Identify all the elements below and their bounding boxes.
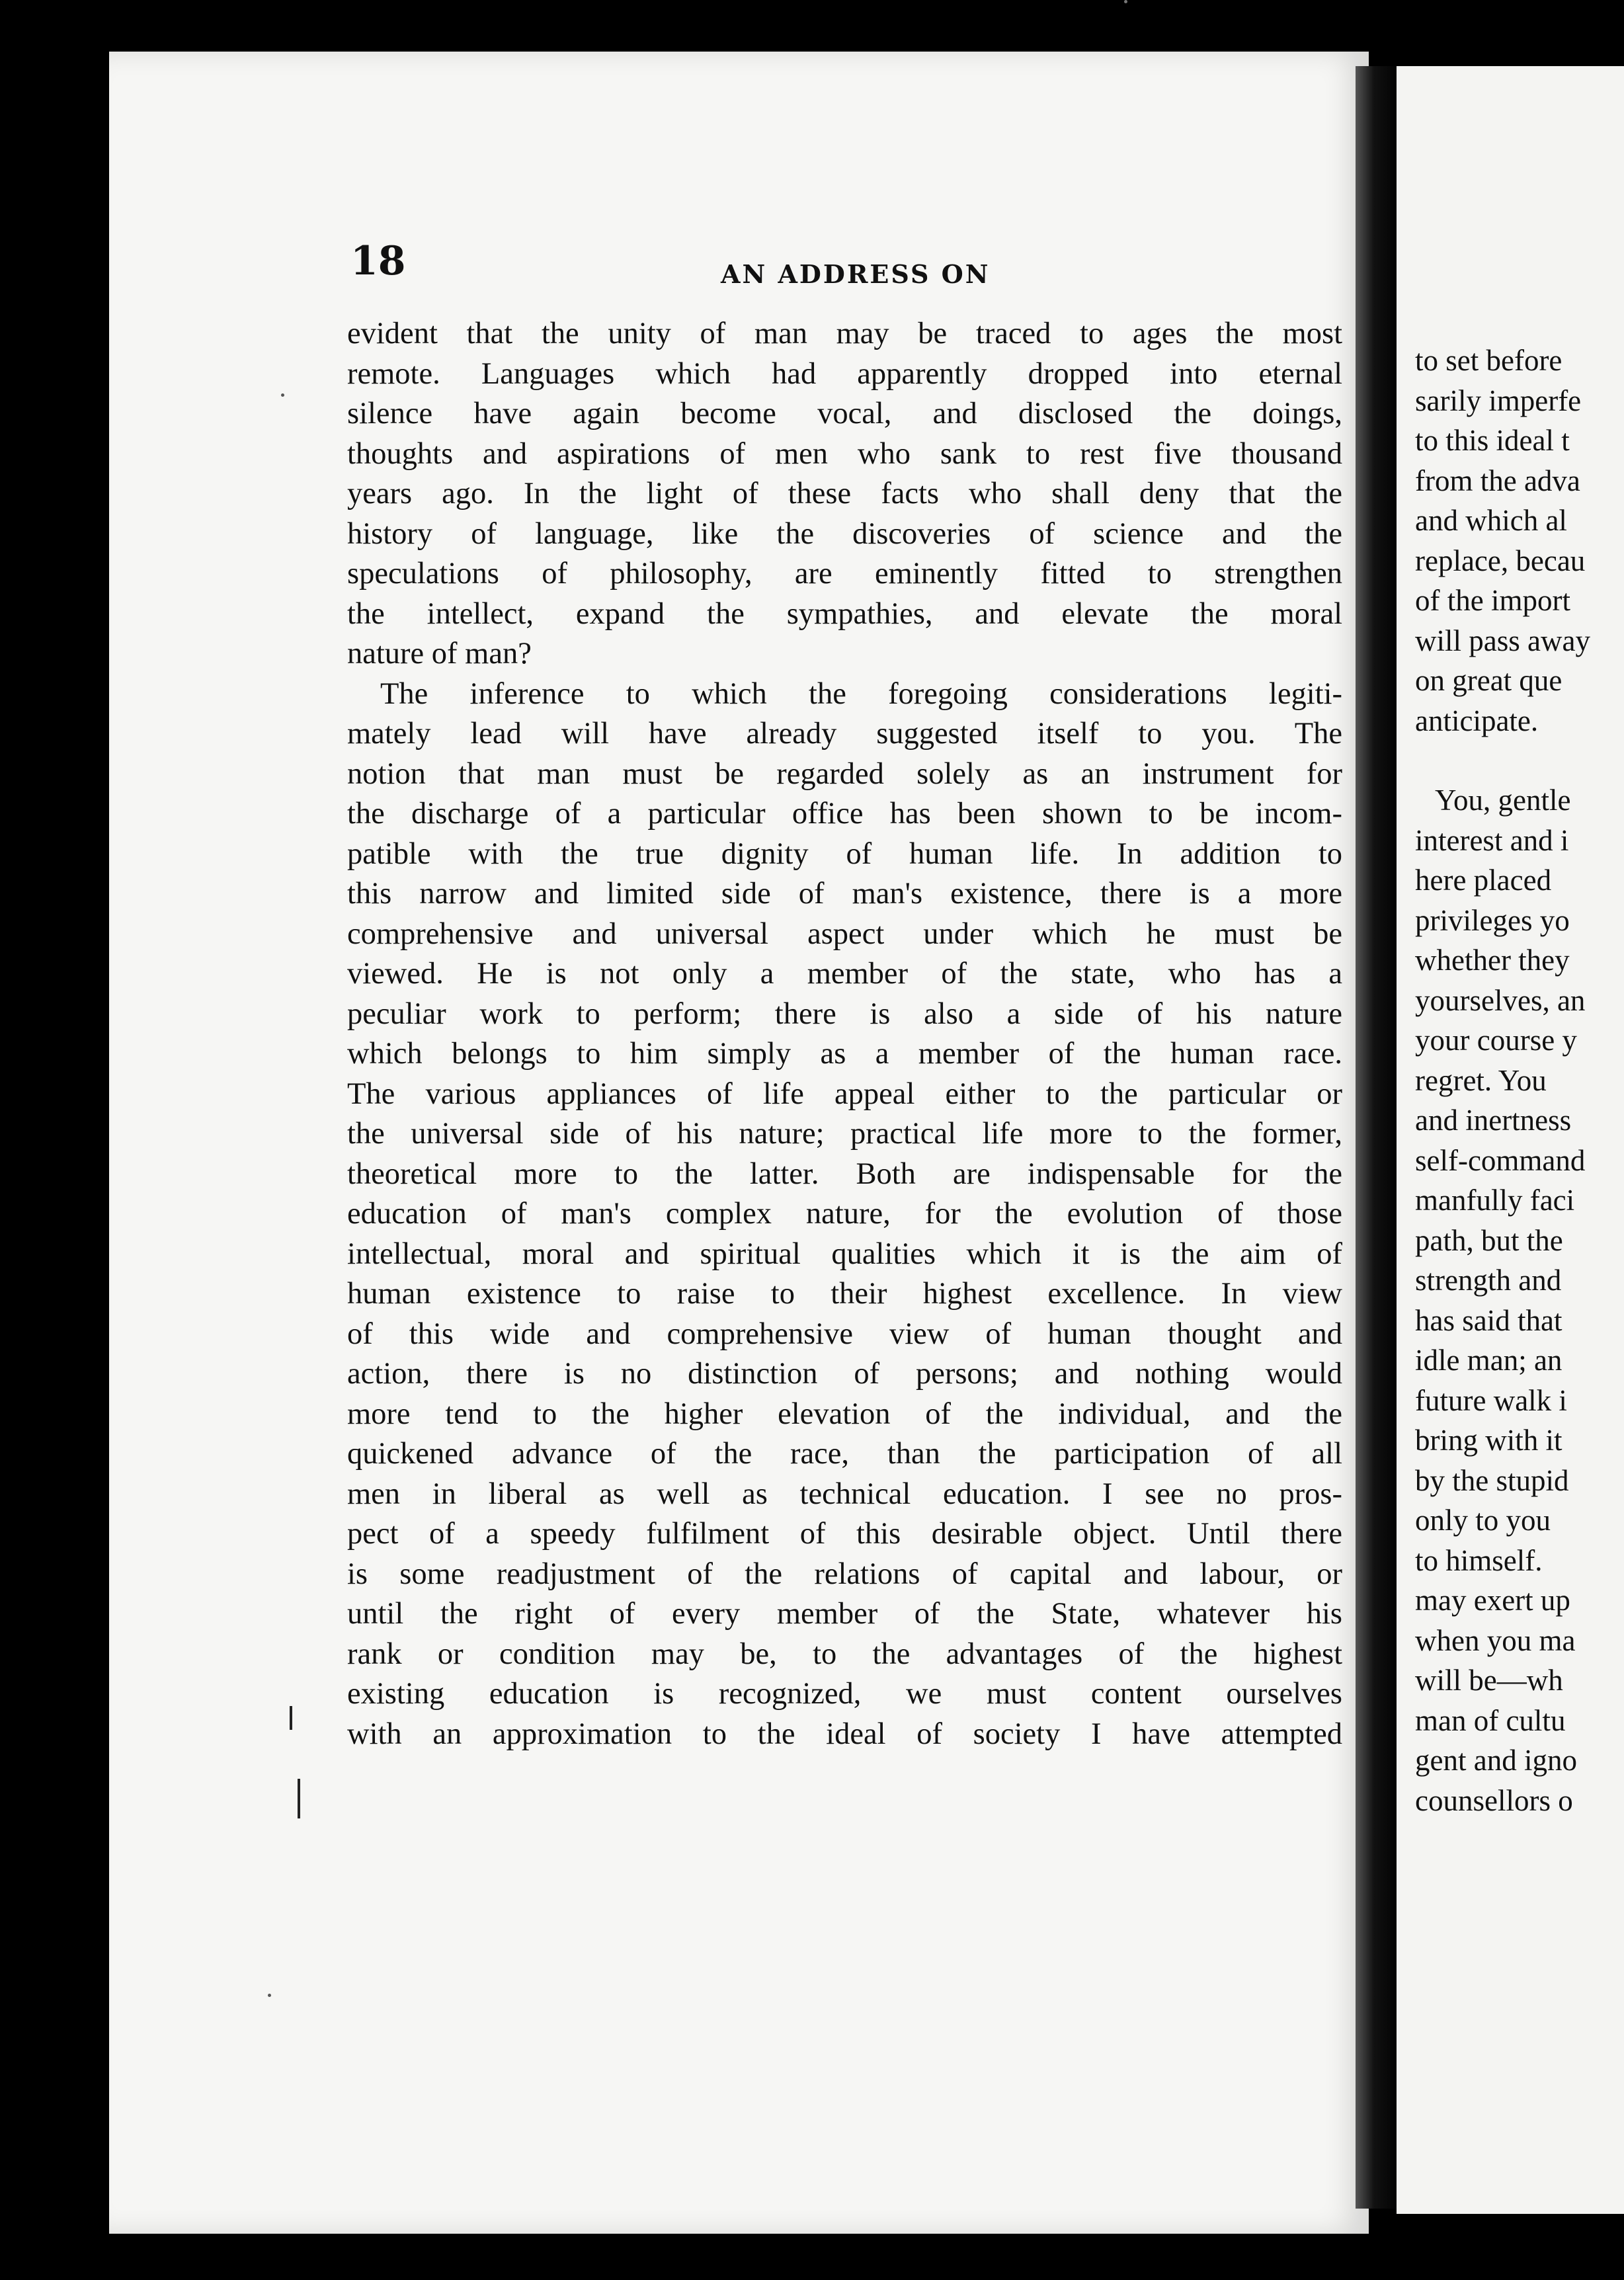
text-line: education of man's complex nature, for the evolution of those bbox=[347, 1197, 1342, 1231]
text-line: men in liberal as well as technical education. I see no pros- bbox=[347, 1477, 1342, 1511]
facing-text-line: gent and igno bbox=[1415, 1744, 1577, 1777]
text-line: mately lead will have already suggested itself to you. The bbox=[347, 717, 1342, 751]
text-line: until the right of every member of the State, whatever his bbox=[347, 1597, 1342, 1631]
facing-text-line: will pass away bbox=[1415, 624, 1590, 657]
text-line: intellectual, moral and spiritual qualities which it is the aim of bbox=[347, 1237, 1342, 1271]
text-line: this narrow and limited side of man's existence, there is a more bbox=[347, 877, 1342, 911]
text-line: pect of a speedy fulfilment of this desirable object. Until there bbox=[347, 1517, 1342, 1551]
text-line: nature of man? bbox=[347, 637, 532, 671]
paper-speck bbox=[268, 1994, 271, 1997]
running-head: AN ADDRESS ON bbox=[721, 259, 991, 289]
facing-text-line: yourselves, an bbox=[1415, 983, 1586, 1017]
text-line: quickened advance of the race, than the participation of all bbox=[347, 1437, 1342, 1471]
text-line: is some readjustment of the relations of capital and labour, or bbox=[347, 1557, 1342, 1591]
paragraph-start-line: The inference to which the foregoing considerations legiti- bbox=[380, 676, 1342, 711]
margin-pencil-mark bbox=[298, 1779, 300, 1818]
text-line: action, there is no distinction of persons; and nothing would bbox=[347, 1357, 1342, 1391]
text-line: human existence to raise to their highest excellence. In view bbox=[347, 1277, 1342, 1311]
text-line: peculiar work to perform; there is also a side of his nature bbox=[347, 997, 1342, 1031]
facing-text-line: anticipate. bbox=[1415, 704, 1539, 737]
text-line: theoretical more to the latter. Both are indispensable for the bbox=[347, 1157, 1342, 1191]
facing-text-line: sarily imperfe bbox=[1415, 384, 1582, 417]
paragraph-gap bbox=[1415, 741, 1624, 780]
facing-text-line: privileges yo bbox=[1415, 903, 1570, 937]
text-line: notion that man must be regarded solely as an instrument for bbox=[347, 756, 1342, 791]
text-line: speculations of philosophy, are eminently fitted to strengthen bbox=[347, 557, 1342, 590]
text-line: history of language, like the discoveries of science and the bbox=[347, 516, 1342, 551]
facing-text-line: path, but the bbox=[1415, 1223, 1563, 1257]
page-number: 18 bbox=[350, 238, 406, 284]
facing-text-line: on great que bbox=[1415, 664, 1563, 697]
facing-text-line: self-command bbox=[1415, 1143, 1586, 1177]
facing-text-line: by the stupid bbox=[1415, 1463, 1569, 1497]
facing-text-line: future walk i bbox=[1415, 1383, 1567, 1417]
facing-text-line: when you ma bbox=[1415, 1623, 1576, 1657]
text-line: more tend to the higher elevation of the individual, and the bbox=[347, 1397, 1342, 1431]
facing-text-line: manfully faci bbox=[1415, 1184, 1575, 1217]
text-line: rank or condition may be, to the advantages of the highest bbox=[347, 1637, 1342, 1671]
text-line: of this wide and comprehensive view of human thought and bbox=[347, 1317, 1342, 1351]
book-gutter bbox=[1356, 66, 1402, 2209]
facing-text-line: to himself. bbox=[1415, 1543, 1543, 1577]
paper-speck bbox=[281, 393, 284, 397]
facing-text-line: whether they bbox=[1415, 944, 1570, 977]
text-line: existing education is recognized, we must content ourselves bbox=[347, 1677, 1342, 1711]
facing-text-line: to set before bbox=[1415, 344, 1563, 377]
text-line: viewed. He is not only a member of the state, who has a bbox=[347, 957, 1342, 991]
margin-pencil-mark bbox=[290, 1706, 292, 1730]
facing-text-line: regret. You bbox=[1415, 1063, 1547, 1097]
facing-text-line: only to you bbox=[1415, 1504, 1551, 1537]
text-line: the discharge of a particular office has been shown to be incom- bbox=[347, 797, 1342, 831]
body-text bbox=[347, 314, 1342, 1754]
text-line: the intellect, expand the sympathies, and elevate the moral bbox=[347, 596, 1342, 631]
facing-text-line: may exert up bbox=[1415, 1584, 1570, 1617]
text-line: patible with the true dignity of human life. In addition to bbox=[347, 836, 1342, 871]
text-line: the universal side of his nature; practical life more to the former, bbox=[347, 1117, 1342, 1151]
facing-text-line: counsellors o bbox=[1415, 1783, 1573, 1817]
text-line: comprehensive and universal aspect under which he must be bbox=[347, 916, 1342, 951]
text-line: which belongs to him simply as a member of the human race. bbox=[347, 1037, 1342, 1071]
facing-text-line: has said that bbox=[1415, 1303, 1563, 1337]
facing-text-line: strength and bbox=[1415, 1264, 1562, 1297]
facing-text-line: replace, becau bbox=[1415, 544, 1586, 577]
facing-page-text bbox=[1415, 341, 1624, 1820]
facing-text-line: idle man; an bbox=[1415, 1344, 1563, 1377]
facing-text-line: and inertness bbox=[1415, 1104, 1572, 1137]
facing-text-line: and which al bbox=[1415, 504, 1567, 537]
text-line: evident that the unity of man may be traced to ages the most bbox=[347, 317, 1342, 350]
facing-text-line: of the import bbox=[1415, 584, 1570, 617]
facing-text-line: You, gentle bbox=[1435, 784, 1571, 817]
facing-text-line: your course y bbox=[1415, 1024, 1577, 1057]
facing-text-line: from the adva bbox=[1415, 464, 1580, 497]
text-line: years ago. In the light of these facts who shall deny that the bbox=[347, 477, 1342, 510]
text-line: remote. Languages which had apparently dropped into eternal bbox=[347, 356, 1342, 391]
facing-text-line: man of cultu bbox=[1415, 1703, 1566, 1737]
facing-text-line: bring with it bbox=[1415, 1424, 1563, 1457]
text-line: thoughts and aspirations of men who sank to rest five thousand bbox=[347, 436, 1342, 471]
facing-text-line: will be—wh bbox=[1415, 1664, 1563, 1697]
text-line: silence have again become vocal, and disclosed the doings, bbox=[347, 397, 1342, 430]
text-line: The various appliances of life appeal either to the particular or bbox=[347, 1077, 1342, 1111]
facing-text-line: to this ideal t bbox=[1415, 424, 1570, 457]
facing-text-line: here placed bbox=[1415, 864, 1552, 897]
text-line: with an approximation to the ideal of society I have attempted bbox=[347, 1717, 1342, 1751]
paper-speck bbox=[1124, 0, 1127, 3]
facing-text-line: interest and i bbox=[1415, 823, 1569, 857]
